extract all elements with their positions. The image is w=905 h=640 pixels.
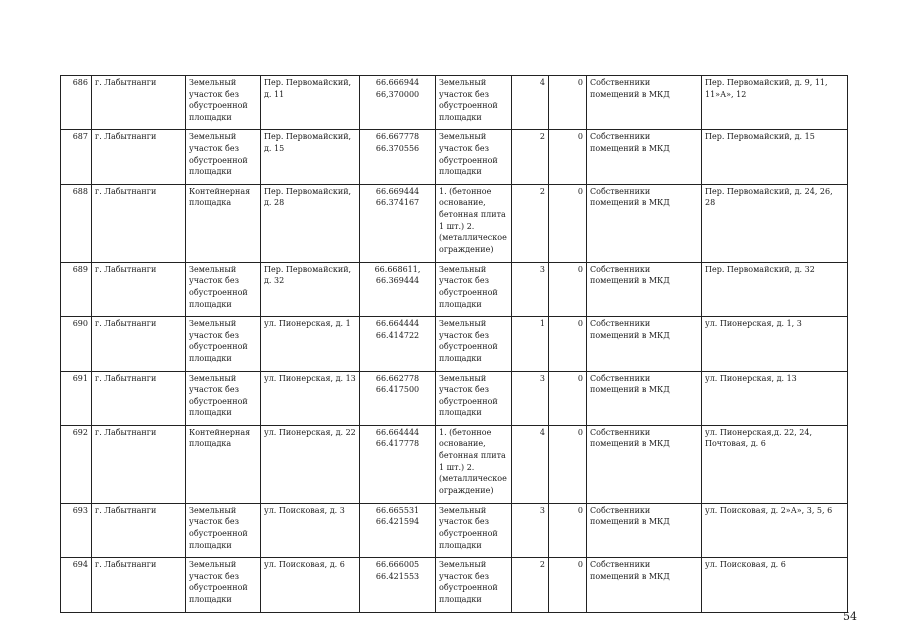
- containers-count-cell: 3: [512, 371, 549, 425]
- served-objects-cell: ул. Пионерская,д. 22, 24, Почтовая, д. 6: [702, 425, 848, 503]
- city-cell: г. Лабытнанги: [92, 130, 186, 184]
- longitude-value: 66.370556: [375, 143, 420, 153]
- owner-cell: Собственники помещений в МКД: [587, 184, 702, 262]
- surface-cell: 1. (бетонное основание, бетонная плита 1 шт.) 2. (металлическое ограждение): [436, 425, 512, 503]
- coordinates-cell: [360, 371, 436, 425]
- table-row: [61, 558, 848, 612]
- latitude-value: 66.669444: [375, 186, 420, 196]
- site-type-cell: Земельный участок без обустроенной площадки: [186, 371, 261, 425]
- planned-count-cell: 0: [549, 130, 587, 184]
- registry-table: [60, 75, 848, 613]
- latitude-value: 66.662778: [375, 373, 420, 383]
- longitude-value: 66.417500: [375, 385, 420, 395]
- city-cell: г. Лабытнанги: [92, 184, 186, 262]
- table-row: [61, 130, 848, 184]
- table-row: [61, 425, 848, 503]
- table-row: [61, 262, 848, 316]
- row-number-cell: 694: [61, 558, 92, 612]
- city-cell: г. Лабытнанги: [92, 317, 186, 371]
- planned-count-cell: 0: [549, 558, 587, 612]
- surface-cell: Земельный участок без обустроенной площадки: [436, 371, 512, 425]
- latitude-value: 66.666005: [375, 560, 420, 570]
- site-type-cell: Земельный участок без обустроенной площадки: [186, 558, 261, 612]
- latitude-value: 66.666944: [375, 78, 420, 87]
- latitude-value: 66.665531: [375, 505, 420, 515]
- owner-cell: Собственники помещений в МКД: [587, 130, 702, 184]
- longitude-value: 66,370000: [375, 89, 420, 99]
- site-type-cell: Земельный участок без обустроенной площадки: [186, 317, 261, 371]
- row-number-cell: 687: [61, 130, 92, 184]
- coordinates-cell: [360, 503, 436, 557]
- coordinates-cell: [360, 425, 436, 503]
- city-cell: г. Лабытнанги: [92, 558, 186, 612]
- row-number-cell: 690: [61, 317, 92, 371]
- address-cell: Пер. Первомайский, д. 15: [261, 130, 360, 184]
- address-cell: Пер. Первомайский, д. 32: [261, 262, 360, 316]
- city-cell: г. Лабытнанги: [92, 262, 186, 316]
- table-row: [61, 317, 848, 371]
- latitude-value: 66.667778: [375, 132, 420, 142]
- coordinates-cell: [360, 76, 436, 130]
- address-cell: ул. Пионерская, д. 22: [261, 425, 360, 503]
- containers-count-cell: 2: [512, 130, 549, 184]
- owner-cell: Собственники помещений в МКД: [587, 503, 702, 557]
- site-type-cell: Земельный участок без обустроенной площадки: [186, 503, 261, 557]
- row-number-cell: 689: [61, 262, 92, 316]
- owner-cell: Собственники помещений в МКД: [587, 76, 702, 130]
- table-row: [61, 184, 848, 262]
- city-cell: г. Лабытнанги: [92, 371, 186, 425]
- city-cell: г. Лабытнанги: [92, 76, 186, 130]
- containers-count-cell: 1: [512, 317, 549, 371]
- site-type-cell: Земельный участок без обустроенной площадки: [186, 130, 261, 184]
- planned-count-cell: 0: [549, 76, 587, 130]
- planned-count-cell: 0: [549, 317, 587, 371]
- containers-count-cell: 3: [512, 262, 549, 316]
- surface-cell: Земельный участок без обустроенной площадки: [436, 317, 512, 371]
- table-row: [61, 76, 848, 130]
- containers-count-cell: 2: [512, 558, 549, 612]
- address-cell: ул. Поисковая, д. 3: [261, 503, 360, 557]
- planned-count-cell: 0: [549, 184, 587, 262]
- latitude-value: 66.664444: [375, 427, 420, 437]
- owner-cell: Собственники помещений в МКД: [587, 558, 702, 612]
- row-number-cell: 693: [61, 503, 92, 557]
- surface-cell: 1. (бетонное основание, бетонная плита 1 шт.) 2. (металлическое ограждение): [436, 184, 512, 262]
- city-cell: г. Лабытнанги: [92, 425, 186, 503]
- latitude-value: 66.668611,: [374, 264, 421, 274]
- site-type-cell: Контейнерная площадка: [186, 184, 261, 262]
- longitude-value: 66.369444: [375, 276, 420, 286]
- address-cell: Пер. Первомайский, д. 11: [261, 76, 360, 130]
- coordinates-cell: [360, 317, 436, 371]
- table-row: [61, 503, 848, 557]
- latitude-value: 66.664444: [375, 319, 420, 329]
- served-objects-cell: ул. Пионерская, д. 13: [702, 371, 848, 425]
- coordinates-cell: [360, 558, 436, 612]
- row-number-cell: 686: [61, 76, 92, 130]
- served-objects-cell: Пер. Первомайский, д. 15: [702, 130, 848, 184]
- row-number-cell: 688: [61, 184, 92, 262]
- address-cell: ул. Пионерская, д. 13: [261, 371, 360, 425]
- longitude-value: 66.421553: [375, 571, 420, 581]
- address-cell: Пер. Первомайский, д. 28: [261, 184, 360, 262]
- site-type-cell: Земельный участок без обустроенной площадки: [186, 262, 261, 316]
- containers-count-cell: 4: [512, 425, 549, 503]
- page-number: 54: [843, 610, 857, 623]
- planned-count-cell: 0: [549, 425, 587, 503]
- containers-count-cell: 3: [512, 503, 549, 557]
- coordinates-cell: [360, 130, 436, 184]
- served-objects-cell: Пер. Первомайский, д. 9, 11, 11»А», 12: [702, 76, 848, 130]
- containers-count-cell: 2: [512, 184, 549, 262]
- owner-cell: Собственники помещений в МКД: [587, 371, 702, 425]
- address-cell: ул. Поисковая, д. 6: [261, 558, 360, 612]
- owner-cell: Собственники помещений в МКД: [587, 262, 702, 316]
- containers-count-cell: 4: [512, 76, 549, 130]
- row-number-cell: 691: [61, 371, 92, 425]
- longitude-value: 66.414722: [375, 330, 420, 340]
- surface-cell: Земельный участок без обустроенной площадки: [436, 503, 512, 557]
- address-cell: ул. Пионерская, д. 1: [261, 317, 360, 371]
- planned-count-cell: 0: [549, 262, 587, 316]
- coordinates-cell: [360, 184, 436, 262]
- longitude-value: 66.374167: [375, 198, 420, 208]
- served-objects-cell: ул. Пионерская, д. 1, 3: [702, 317, 848, 371]
- surface-cell: Земельный участок без обустроенной площадки: [436, 262, 512, 316]
- row-number-cell: 692: [61, 425, 92, 503]
- longitude-value: 66.417778: [375, 439, 420, 449]
- site-type-cell: Контейнерная площадка: [186, 425, 261, 503]
- owner-cell: Собственники помещений в МКД: [587, 317, 702, 371]
- served-objects-cell: Пер. Первомайский, д. 24, 26, 28: [702, 184, 848, 262]
- surface-cell: Земельный участок без обустроенной площадки: [436, 558, 512, 612]
- table-row: [61, 371, 848, 425]
- surface-cell: Земельный участок без обустроенной площадки: [436, 130, 512, 184]
- served-objects-cell: ул. Поисковая, д. 6: [702, 558, 848, 612]
- site-type-cell: Земельный участок без обустроенной площадки: [186, 76, 261, 130]
- surface-cell: Земельный участок без обустроенной площадки: [436, 76, 512, 130]
- city-cell: г. Лабытнанги: [92, 503, 186, 557]
- owner-cell: Собственники помещений в МКД: [587, 425, 702, 503]
- served-objects-cell: Пер. Первомайский, д. 32: [702, 262, 848, 316]
- served-objects-cell: ул. Поисковая, д. 2»А», 3, 5, 6: [702, 503, 848, 557]
- planned-count-cell: 0: [549, 371, 587, 425]
- coordinates-cell: [360, 262, 436, 316]
- planned-count-cell: 0: [549, 503, 587, 557]
- longitude-value: 66.421594: [375, 517, 420, 527]
